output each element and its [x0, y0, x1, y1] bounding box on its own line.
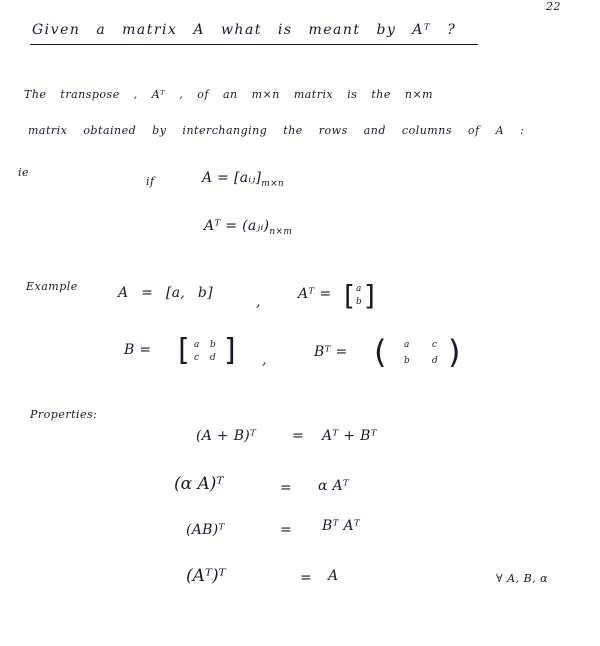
property-3-rhs: Bᵀ Aᵀ	[322, 518, 361, 534]
property-3-lhs: (AB)ᵀ	[186, 522, 225, 538]
question-underline	[30, 44, 478, 45]
example-label: Example	[26, 280, 78, 293]
property-4-lhs: (Aᵀ)ᵀ	[186, 566, 226, 586]
example-a-row: A = [a, b]	[118, 285, 213, 301]
page-number: 22	[546, 0, 561, 13]
example-bt-lhs: Bᵀ =	[314, 344, 348, 360]
example-bt-matrix: ( a c b d )	[374, 333, 461, 371]
property-1-equals: =	[292, 428, 305, 444]
matrix-a-definition: $A = [aᵢⱼ]_{m\times n}$	[202, 170, 285, 189]
property-3-equals: =	[280, 522, 293, 538]
example-b-matrix: [ a b c d ]	[178, 333, 236, 368]
definition-line-2: matrix obtained by interchanging the rows and columns of A :	[28, 124, 525, 137]
definition-line-1: The transpose , Aᵀ , of an m×n matrix is the n×m	[24, 88, 434, 101]
matrix-at-definition: Aᵀ = $(aⱼᵢ)_{n\times m}$	[204, 218, 293, 237]
comma-separator: ,	[256, 294, 261, 310]
example-at-column-vector: [ a b ]	[344, 279, 375, 312]
ie-label: ie	[18, 166, 30, 179]
question-heading: Given a matrix A what is meant by Aᵀ ?	[32, 22, 457, 38]
properties-quantifier-note: ∀ A, B, α	[496, 572, 549, 585]
property-1-rhs: Aᵀ + Bᵀ	[322, 428, 377, 444]
example-at-lhs: Aᵀ =	[298, 286, 332, 302]
example-b-lhs: B =	[124, 342, 152, 358]
property-2-lhs: (α A)ᵀ	[174, 474, 224, 494]
properties-label: Properties:	[30, 408, 98, 421]
property-4-equals: =	[300, 570, 313, 586]
property-1-lhs: (A + B)ᵀ	[196, 428, 257, 444]
if-label: if	[146, 175, 155, 188]
property-2-equals: =	[280, 480, 293, 496]
property-4-rhs: A	[328, 568, 339, 584]
comma-separator-2: ,	[262, 352, 267, 368]
property-2-rhs: α Aᵀ	[318, 478, 350, 494]
